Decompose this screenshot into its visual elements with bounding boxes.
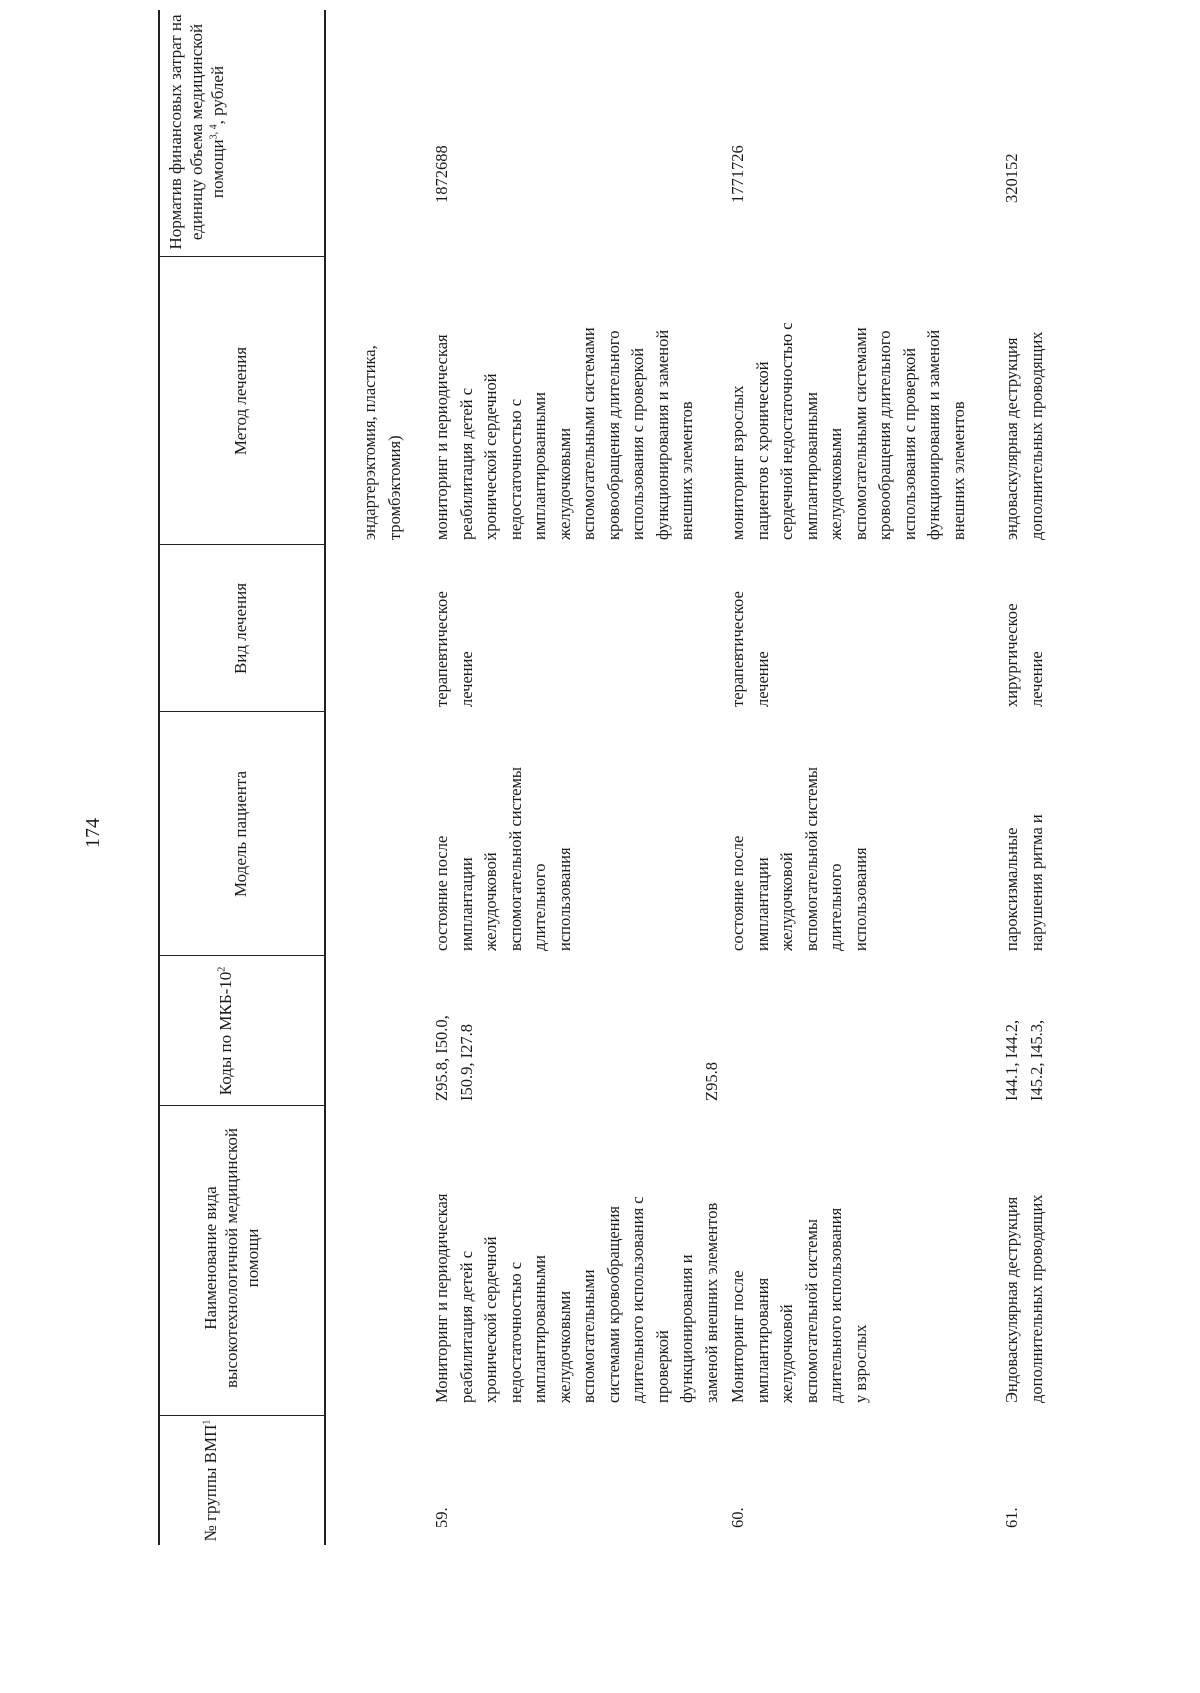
header-patient-model: Модель пациента	[231, 770, 250, 898]
col-separator	[158, 955, 324, 956]
header-group-number: № группы ВМП$^1$	[201, 1419, 220, 1542]
row-60-number: 60.	[728, 1507, 747, 1528]
col-separator	[158, 1105, 324, 1106]
page-number: 174	[82, 818, 104, 848]
header-financial-norm: Норматив финансовых затрат на единицу объема медицинской помощи$^{3, 4}$, рублей	[166, 14, 227, 250]
row-60-financial-norm: 1771726	[728, 145, 747, 203]
continuation-method: эндартерэктомия, пластика, тромбэктомия)	[360, 345, 404, 540]
header-icd-codes: Коды по МКБ-$10^2$	[216, 966, 235, 1096]
row-59-treatment-method: мониторинг и периодическая реабилитация детей с хронической сердечной недостаточностью с имплантированными желудочковыми вспомогательными системами кровообращения длительного использования с проверкой функционирования и заменой внешних элементов	[432, 327, 696, 540]
col-separator	[158, 1415, 324, 1416]
row-59-name: Мониторинг и периодическая реабилитация детей с хронической сердечной недостаточностью с имплантированными желудочковыми вспомогательными системами кровообращения длительного использования с проверкой функционирования и заменой внешних элементов	[432, 1193, 721, 1403]
row-59-patient-model: состояние после имплантации желудочковой вспомогательной системы длительного использования	[432, 766, 574, 951]
header-vmp-name: Наименование вида высокотехнологичной медицинской помощи	[201, 1128, 262, 1388]
header-treatment-type: Вид лечения	[231, 582, 250, 675]
row-60-name: Мониторинг после имплантирования желудочковой вспомогательной системы длительного использования у взрослых	[728, 1207, 870, 1403]
table-header-rule	[324, 10, 326, 1545]
row-61-patient-model: пароксизмальные нарушения ритма и	[1002, 814, 1046, 951]
row-59-treatment-type: терапевтическое лечение	[432, 591, 476, 707]
header-treatment-method: Метод лечения	[231, 346, 250, 456]
row-60-treatment-type: терапевтическое лечение	[728, 591, 772, 707]
row-59-number: 59.	[432, 1507, 451, 1528]
row-61-treatment-method: эндоваскулярная деструкция дополнительных проводящих	[1002, 331, 1046, 540]
col-separator	[158, 256, 324, 257]
row-59-codes: Z95.8, I50.0, I50.9, I27.8	[432, 1015, 476, 1101]
row-59-financial-norm: 1872688	[432, 145, 451, 203]
row-61-financial-norm: 320152	[1002, 153, 1021, 203]
row-61-name: Эндоваскулярная деструкция дополнительных проводящих	[1002, 1194, 1046, 1403]
row-60-codes: Z95.8	[702, 1062, 721, 1101]
row-60-treatment-method: мониторинг взрослых пациентов с хронической сердечной недостаточностью с имплантированными желудочковыми вспомогательными системами кровообращения длительного использования с проверкой функционирования и заменой внешних элементов	[728, 322, 968, 540]
row-61-codes: I44.1, I44.2, I45.2, I45.3,	[1002, 1019, 1046, 1101]
row-60-patient-model: состояние после имплантации желудочковой вспомогательной системы длительного использования	[728, 766, 870, 951]
table-top-rule	[158, 10, 160, 1545]
col-separator	[158, 544, 324, 545]
row-61-treatment-type: хирургическое лечение	[1002, 603, 1046, 707]
row-61-number: 61.	[1002, 1507, 1021, 1528]
col-separator	[158, 711, 324, 712]
